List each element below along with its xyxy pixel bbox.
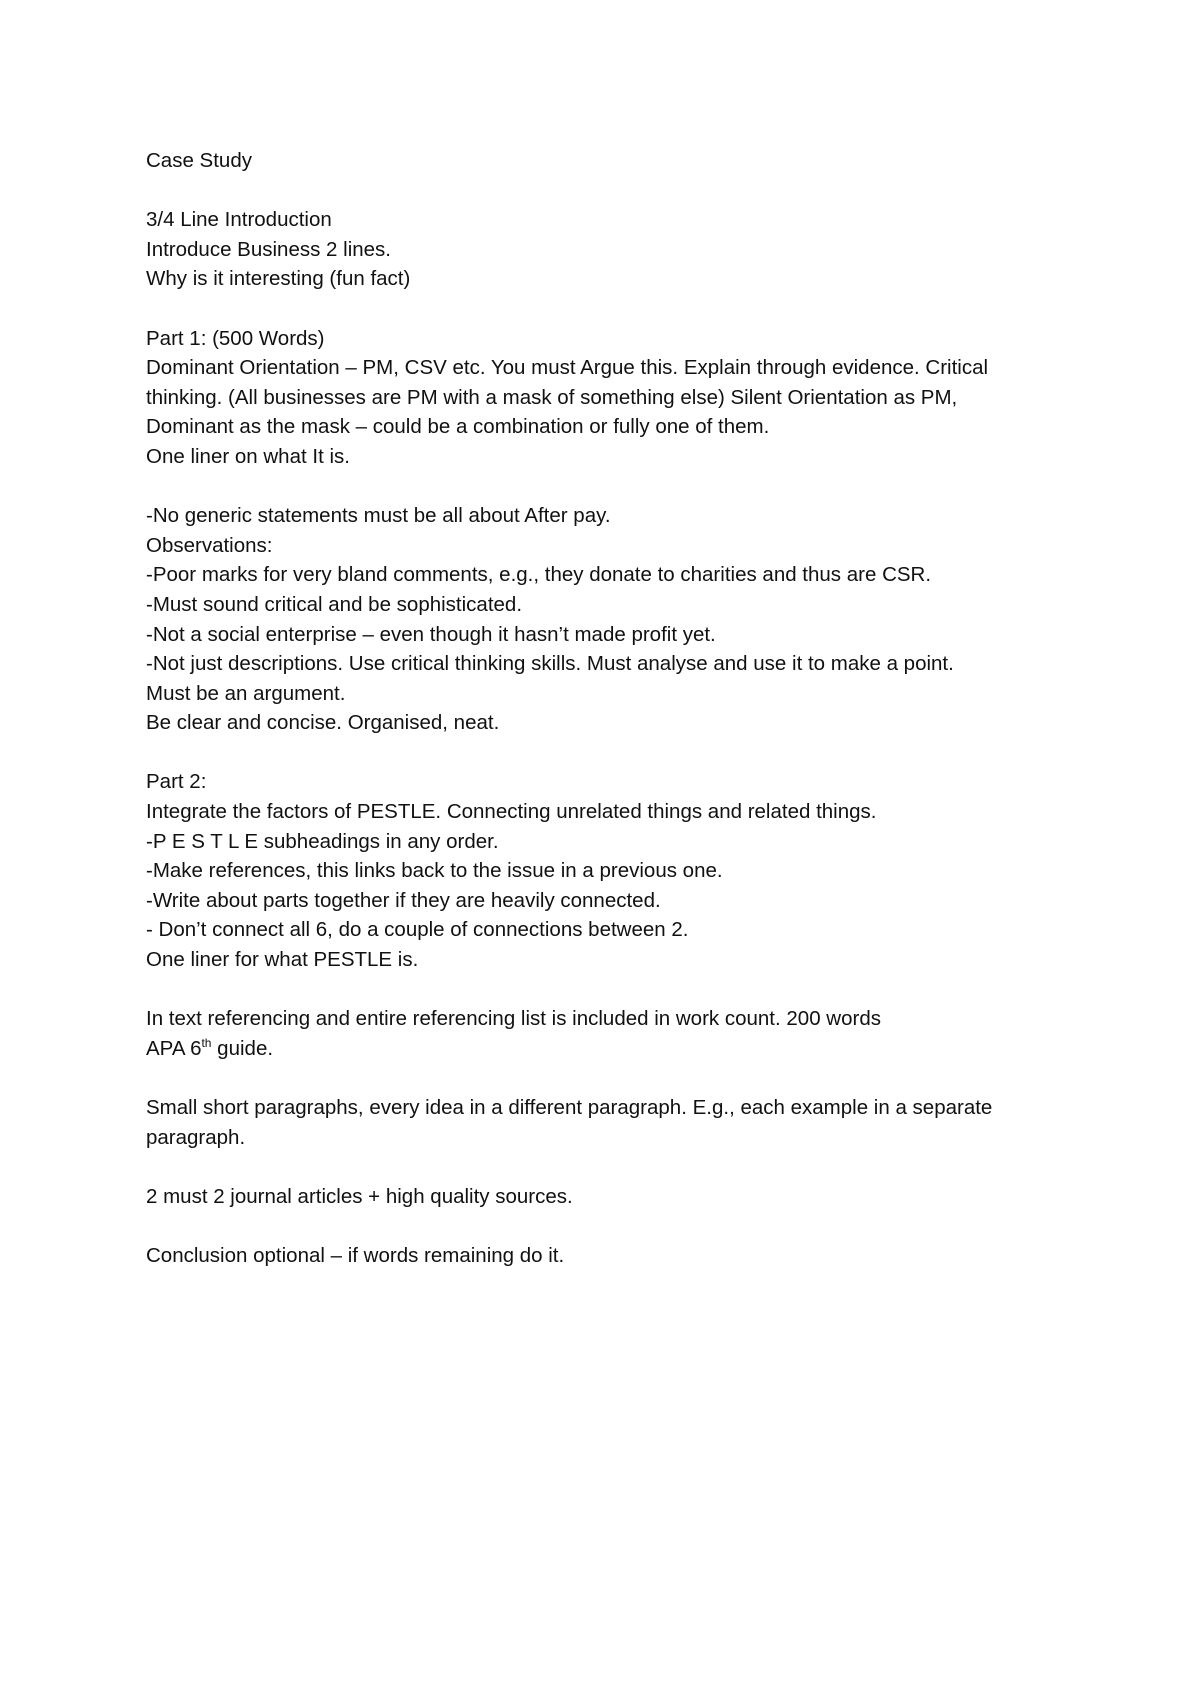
spacer xyxy=(146,294,1086,324)
spacer xyxy=(146,1152,1086,1182)
sources-line: 2 must 2 journal articles + high quality sources. xyxy=(146,1184,573,1208)
part2-line: -P E S T L E subheadings in any order. xyxy=(146,829,499,853)
referencing-line: In text referencing and entire referencing list is included in work count. 200 words xyxy=(146,1007,881,1031)
observation-item: -Not just descriptions. Use critical thinking skills. Must analyse and use it to make a point. xyxy=(146,652,954,676)
part2-line: One liner for what PESTLE is. xyxy=(146,948,419,972)
intro-line: Why is it interesting (fun fact) xyxy=(146,267,411,291)
part2-heading: Part 2: xyxy=(146,770,207,794)
conclusion-line: Conclusion optional – if words remaining do it. xyxy=(146,1243,565,1267)
observation-item: -Must sound critical and be sophisticated. xyxy=(146,592,523,616)
apa-guide-line xyxy=(146,1034,1086,1064)
paragraphs-line: Small short paragraphs, every idea in a different paragraph. E.g., each example in a separate xyxy=(146,1096,993,1119)
observation-item: -Not a social enterprise – even though it hasn’t made profit yet. xyxy=(146,622,716,646)
observations-label: Observations: xyxy=(146,533,273,557)
part1-heading: Part 1: (500 Words) xyxy=(146,326,325,350)
observation-item: -Poor marks for very bland comments, e.g., they donate to charities and thus are CSR. xyxy=(146,563,932,587)
part1-paragraph-line: Dominant as the mask – could be a combination or fully one of them. xyxy=(146,415,770,439)
apa-superscript: th xyxy=(201,1035,212,1050)
part2-line: - Don’t connect all 6, do a couple of connections between 2. xyxy=(146,918,689,942)
part2-line: Integrate the factors of PESTLE. Connecting unrelated things and related things. xyxy=(146,800,877,824)
part2-line: -Make references, this links back to the issue in a previous one. xyxy=(146,859,723,883)
intro-line: Introduce Business 2 lines. xyxy=(146,237,391,261)
document-body xyxy=(146,146,1086,1271)
apa-suffix: guide. xyxy=(211,1036,274,1060)
spacer xyxy=(146,472,1086,502)
intro-heading: 3/4 Line Introduction xyxy=(146,208,332,232)
part1-one-liner: One liner on what It is. xyxy=(146,444,350,468)
apa-prefix: APA 6 xyxy=(146,1036,202,1060)
spacer xyxy=(146,738,1086,768)
observation-item: Be clear and concise. Organised, neat. xyxy=(146,711,500,735)
part1-no-generic: -No generic statements must be all about After pay. xyxy=(146,504,611,528)
part2-line: -Write about parts together if they are heavily connected. xyxy=(146,888,661,912)
part1-paragraph-line: thinking. (All businesses are PM with a mask of something else) Silent Orientation as PM, xyxy=(146,385,958,409)
spacer xyxy=(146,1063,1086,1093)
observation-item: Must be an argument. xyxy=(146,681,346,705)
spacer xyxy=(146,176,1086,206)
spacer xyxy=(146,975,1086,1005)
spacer xyxy=(146,1211,1086,1241)
document-title: Case Study xyxy=(146,149,252,172)
paragraphs-line: paragraph. xyxy=(146,1125,246,1149)
part1-paragraph-line: Dominant Orientation – PM, CSV etc. You must Argue this. Explain through evidence. Critical xyxy=(146,356,989,380)
